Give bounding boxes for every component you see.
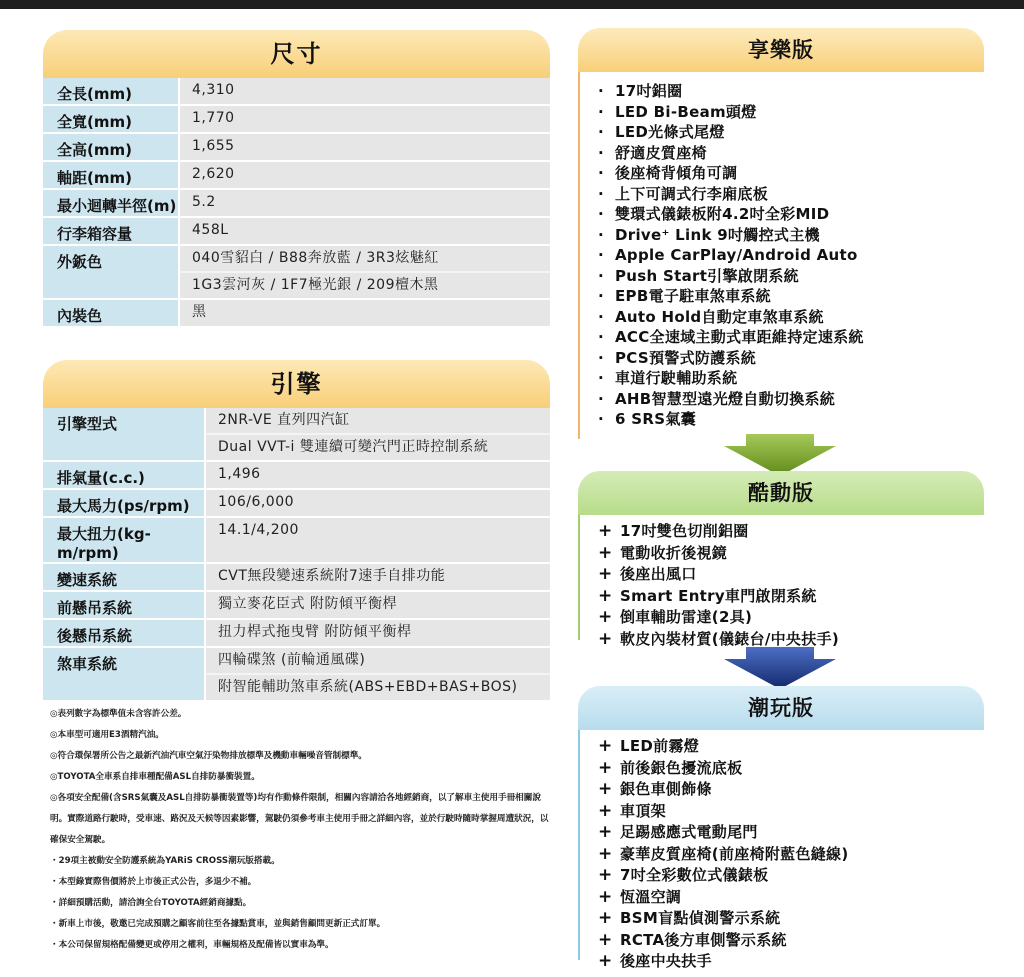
spec-value — [179, 299, 550, 327]
spec-row — [43, 517, 550, 563]
spec-row — [43, 489, 550, 517]
spec-value-line: 4,310 — [192, 82, 235, 98]
spec-value-line: 黑 — [192, 304, 207, 320]
feature-item: · 17吋鋁圈 — [598, 81, 978, 102]
spec-value — [205, 563, 550, 591]
spec-value-line: 獨立麥花臣式 附防傾平衡桿 — [218, 596, 397, 612]
spec-value-line: CVT無段變速系統附7速手自排功能 — [218, 568, 446, 584]
feature-item: · 舒適皮質座椅 — [598, 143, 978, 164]
spec-value-line: 四輪碟煞 (前輪通風碟) — [218, 652, 366, 668]
feature-item: · Push Start引擎啟閉系統 — [598, 266, 978, 287]
spec-row — [43, 189, 550, 217]
feature-item: · AHB智慧型遠光燈自動切換系統 — [598, 389, 978, 410]
spec-value-line: 1G3雲河灰 / 1F7極光銀 / 209檀木黑 — [180, 271, 550, 298]
spec-row — [43, 408, 550, 461]
feature-item: + LED前霧燈 — [598, 736, 978, 758]
footnotes — [50, 704, 550, 956]
spec-value — [179, 133, 550, 161]
feature-item: + 前後銀色擾流底板 — [598, 758, 978, 780]
spec-value-line: Dual VVT-i 雙連續可變汽門正時控制系統 — [206, 433, 550, 460]
spec-value — [205, 461, 550, 489]
footnote: ◎本車型可適用E3酒精汽油。 — [50, 730, 164, 740]
spec-row — [43, 647, 550, 701]
spec-label: 後懸吊系統 — [43, 619, 205, 647]
spec-row — [43, 563, 550, 591]
spec-value — [205, 619, 550, 647]
spec-label: 行李箱容量 — [43, 217, 179, 245]
trim-feature-list-enjoy — [598, 81, 978, 430]
feature-item: · Auto Hold自動定車煞車系統 — [598, 307, 978, 328]
trim-header-trend: 潮玩版 — [578, 686, 984, 730]
feature-item: · Drive⁺ Link 9吋觸控式主機 — [598, 225, 978, 246]
spec-value — [205, 489, 550, 517]
footnote: ・新車上市後，敬邀已完成預購之顧客前往至各據點賞車，並與銷售顧問更新正式訂單。 — [50, 919, 386, 929]
feature-item: + 足踢感應式電動尾門 — [598, 822, 978, 844]
spec-value — [179, 105, 550, 133]
spec-value — [179, 245, 550, 299]
spec-value-line: 2NR-VE 直列四汽缸 — [218, 412, 350, 428]
spec-value — [179, 161, 550, 189]
spec-value-line: 1,496 — [218, 466, 261, 482]
feature-item: · Apple CarPlay/Android Auto — [598, 245, 978, 266]
feature-item: · 車道行駛輔助系統 — [598, 368, 978, 389]
feature-item: + 銀色車側飾條 — [598, 779, 978, 801]
spec-value-line: 106/6,000 — [218, 494, 295, 510]
feature-item: · 6 SRS氣囊 — [598, 409, 978, 430]
trim-divider-enjoy — [578, 72, 580, 439]
spec-value-line: 扭力桿式拖曳臂 附防傾平衡桿 — [218, 624, 412, 640]
spec-label: 前懸吊系統 — [43, 591, 205, 619]
engine-table — [43, 408, 550, 702]
feature-item: · PCS預警式防護系統 — [598, 348, 978, 369]
spec-value-line: 5.2 — [192, 194, 216, 210]
spec-value-line: 2,620 — [192, 166, 235, 182]
footnote: ◎符合環保署所公告之最新汽油汽車空氣汙染物排放標準及機動車輛噪音管制標準。 — [50, 751, 367, 761]
feature-item: · EPB電子駐車煞車系統 — [598, 286, 978, 307]
feature-item: · LED Bi-Beam頭燈 — [598, 102, 978, 123]
footnote: ・本型錄實際售價將於上市後正式公告，多退少不補。 — [50, 877, 257, 887]
feature-item: + 車頂架 — [598, 801, 978, 823]
dimensions-table — [43, 78, 550, 328]
spec-value-line: 附智能輔助煞車系統(ABS+EBD+BAS+BOS) — [206, 673, 550, 700]
feature-item: + 17吋雙色切削鋁圈 — [598, 521, 978, 543]
spec-value-line: 458L — [192, 222, 229, 238]
spec-value-line: 14.1/4,200 — [218, 522, 299, 538]
spec-label: 最大扭力(kg-m/rpm) — [43, 517, 205, 563]
spec-row — [43, 461, 550, 489]
spec-row — [43, 78, 550, 105]
spec-row — [43, 217, 550, 245]
spec-value — [205, 647, 550, 701]
feature-item: + Smart Entry車門啟閉系統 — [598, 586, 978, 608]
engine-header: 引擎 — [43, 360, 550, 408]
feature-item: + 軟皮內裝材質(儀錶台/中央扶手) — [598, 629, 978, 651]
feature-item: · 雙環式儀錶板附4.2吋全彩MID — [598, 204, 978, 225]
spec-row — [43, 591, 550, 619]
feature-item: · 上下可調式行李廂底板 — [598, 184, 978, 205]
trim-feature-list-trend — [598, 736, 978, 973]
spec-row — [43, 299, 550, 327]
spec-label: 最小迴轉半徑(m) — [43, 189, 179, 217]
spec-label: 最大馬力(ps/rpm) — [43, 489, 205, 517]
spec-label: 全長(mm) — [43, 78, 179, 105]
spec-row — [43, 161, 550, 189]
trim-feature-list-sport — [598, 521, 978, 650]
feature-item: + 7吋全彩數位式儀錶板 — [598, 865, 978, 887]
feature-item: + 後座中央扶手 — [598, 951, 978, 973]
arrow-down-icon — [724, 434, 836, 476]
spec-value — [179, 78, 550, 105]
spec-label: 排氣量(c.c.) — [43, 461, 205, 489]
footnote: ◎各項安全配備(含SRS氣囊及ASL自排防暴衝裝置等)均有作動條件限制，相關內容請洽各地經銷商，以了解車主使用手冊相關說明。實際道路行駛時，受車速、路況及天候等因素影響，駕駛仍須參考車主使用手冊之詳細內容，並於行駛時隨時掌握周遭狀況，以確保安全駕駛。 — [50, 793, 549, 845]
spec-label: 引擎型式 — [43, 408, 205, 461]
spec-row — [43, 133, 550, 161]
spec-value — [205, 408, 550, 461]
footnote: ・29項主被動安全防護系統為YARiS CROSS潮玩版搭載。 — [50, 856, 280, 866]
spec-label: 軸距(mm) — [43, 161, 179, 189]
footnote: ・本公司保留規格配備變更或停用之權利，車輛規格及配備皆以實車為準。 — [50, 940, 334, 950]
spec-value — [179, 217, 550, 245]
spec-value-line: 040雪貂白 / B88奔放藍 / 3R3炫魅紅 — [192, 250, 439, 266]
feature-item: + 後座出風口 — [598, 564, 978, 586]
top-border — [0, 0, 1024, 9]
spec-label: 變速系統 — [43, 563, 205, 591]
spec-label: 內裝色 — [43, 299, 179, 327]
trim-divider-trend — [578, 730, 580, 960]
spec-label: 全高(mm) — [43, 133, 179, 161]
trim-divider-sport — [578, 515, 580, 640]
feature-item: + RCTA後方車側警示系統 — [598, 930, 978, 952]
footnote: ◎表列數字為標準值未含容許公差。 — [50, 709, 187, 719]
feature-item: + 豪華皮質座椅(前座椅附藍色縫線) — [598, 844, 978, 866]
feature-item: + 倒車輔助雷達(2具) — [598, 607, 978, 629]
trim-header-enjoy: 享樂版 — [578, 28, 984, 72]
feature-item: + 電動收折後視鏡 — [598, 543, 978, 565]
spec-label: 煞車系統 — [43, 647, 205, 701]
spec-value — [179, 189, 550, 217]
spec-label: 外鈑色 — [43, 245, 179, 299]
spec-value-line: 1,770 — [192, 110, 235, 126]
spec-value-line: 1,655 — [192, 138, 235, 154]
footnote: ◎TOYOTA全車系自排車種配備ASL自排防暴衝裝置。 — [50, 772, 260, 782]
spec-row — [43, 619, 550, 647]
spec-value — [205, 591, 550, 619]
spec-row — [43, 105, 550, 133]
feature-item: · 後座椅背傾角可調 — [598, 163, 978, 184]
trim-header-sport: 酷動版 — [578, 471, 984, 515]
feature-item: · ACC全速域主動式車距維持定速系統 — [598, 327, 978, 348]
feature-item: + BSM盲點偵測警示系統 — [598, 908, 978, 930]
footnote: ・詳細預購活動，請洽詢全台TOYOTA經銷商據點。 — [50, 898, 252, 908]
spec-label: 全寬(mm) — [43, 105, 179, 133]
feature-item: · LED光條式尾燈 — [598, 122, 978, 143]
arrow-down-icon — [724, 647, 836, 689]
spec-row — [43, 245, 550, 299]
spec-value — [205, 517, 550, 563]
dimensions-header: 尺寸 — [43, 30, 550, 78]
feature-item: + 恆溫空調 — [598, 887, 978, 909]
